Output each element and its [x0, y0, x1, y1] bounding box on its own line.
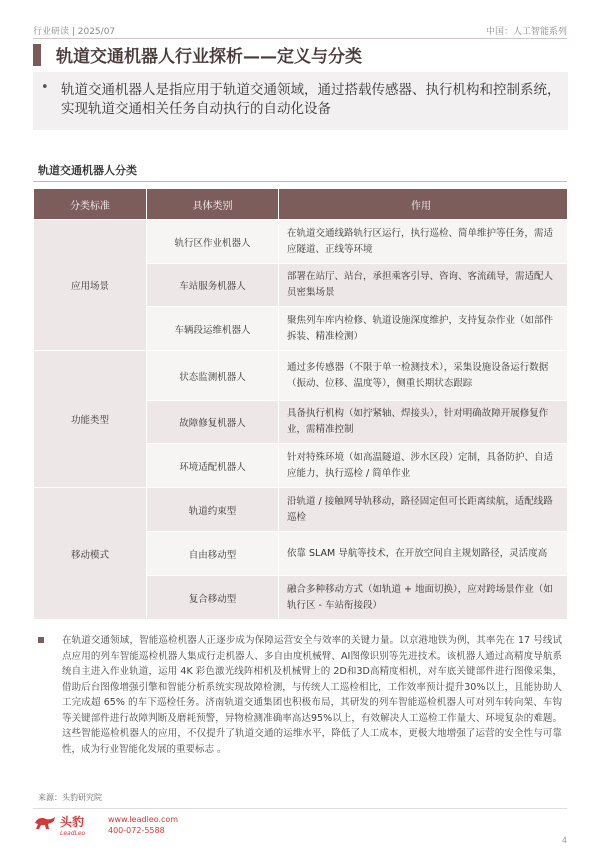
summary-text: 轨道交通机器人是指应用于轨道交通领域，通过搭载传感器、执行机构和控制系统，实现轨道交通相关任务自动执行的自动化设备: [61, 82, 561, 117]
type-cell: 车辆段运维机器人: [147, 307, 279, 351]
desc-cell: 具备执行机构（如拧紧轴、焊接头），针对明确故障开展修复作业，需精准控制: [279, 401, 568, 444]
desc-cell: 部署在站厅、站台，承担乘客引导、咨询、客流疏导，需适配人员密集场景: [279, 264, 568, 307]
type-cell: 复合移动型: [147, 576, 279, 620]
table-header-row: [34, 189, 568, 220]
table-row: [34, 488, 568, 532]
summary-box: [33, 72, 568, 130]
desc-cell: 在轨道交通线路轨行区运行，执行巡检、简单维护等任务，需适应隧道、正线等环境: [279, 220, 568, 264]
desc-cell: 融合多种移动方式（如轨道 + 地面切换），应对跨场景作业（如轨行区 - 车站衔接段）: [279, 576, 568, 620]
group-cell: 应用场景: [34, 220, 147, 351]
phone-number: 400-072-5588: [108, 826, 165, 835]
type-cell: 轨道约束型: [147, 488, 279, 532]
table-title: 轨道交通机器人分类: [38, 164, 137, 177]
square-bullet-icon: [38, 637, 44, 643]
bullet-icon: •: [41, 80, 49, 95]
type-cell: 状态监测机器人: [147, 351, 279, 401]
group-cell: 功能类型: [34, 351, 147, 488]
type-cell: 故障修复机器人: [147, 401, 279, 444]
report-type-date: 行业研读 | 2025/07: [33, 27, 116, 37]
desc-cell: 聚焦列车库内检修、轨道设施深度维护，支持复杂作业（如部件拆装、精准检测）: [279, 307, 568, 351]
website-link[interactable]: www.leadleo.com: [108, 815, 179, 824]
table-title-divider: [33, 181, 567, 182]
type-cell: 轨行区作业机器人: [147, 220, 279, 264]
brand-name-en: LeadLeo: [60, 830, 86, 837]
header-category: 具体类别: [147, 189, 279, 220]
leopard-logo-icon: [34, 814, 56, 830]
table-row: [34, 351, 568, 401]
type-cell: 自由移动型: [147, 532, 279, 576]
case-study-paragraph: 在轨道交通领域，智能巡检机器人正逐步成为保障运营安全与效率的关键力量。以京港地铁为例，其率先在 17 号线试点应用的列车智能巡检机器人集成行走机器人、多自由度机械臂、AI图像识别等先进技术。该机器人通过高精度导航系统自主进入作业轨道，运用 4K 彩色激光线阵相机及机械臂上的 2D和3D高精度相机，对车底关键部件进行图像采集，借助后台图像增强引擎和智能分析系统实现故障检测，与传统人工巡检相比，工作效率预计提升30%以上，且能协助人工完成超 65% 的车下巡检任务。济南轨道交通集团也积极布局，其研发的列车智能巡检机器人可对列车转向架、车钩等关键部件进行故障判断及磨耗预警，异物检测准确率高达95%以上，有效解决人工巡检工作量大、环境复杂的难题。这些智能巡检机器人的应用，不仅提升了轨道交通的运维水平，降低了人工成本，更极大地增强了运营的安全性与可靠性，成为行业智能化发展的重要标志 。: [62, 635, 562, 755]
group-cell: 移动模式: [34, 488, 147, 620]
desc-cell: 针对特殊环境（如高温隧道、涉水区段）定制，具备防护、自适应能力，执行巡检 / 简单作业: [279, 444, 568, 488]
table-row: [34, 220, 568, 264]
page-title: 轨道交通机器人行业探析——定义与分类: [56, 47, 362, 67]
header-standard: 分类标准: [34, 189, 147, 220]
source-note: 来源：头豹研究院: [38, 793, 102, 802]
header-function: 作用: [279, 189, 568, 220]
title-accent-bar: [33, 44, 41, 66]
series-label: 中国：人工智能系列: [485, 27, 567, 37]
desc-cell: 依靠 SLAM 导航等技术，在开放空间自主规划路径，灵活度高: [279, 532, 568, 576]
desc-cell: 通过多传感器（不限于单一检测技术），采集设施设备运行数据（振动、位移、温度等），侧重长期状态跟踪: [279, 351, 568, 401]
brand-name: 头豹: [60, 815, 85, 829]
desc-cell: 沿轨道 / 接触网导轨移动，路径固定但可长距离续航，适配线路巡检: [279, 488, 568, 532]
type-cell: 车站服务机器人: [147, 264, 279, 307]
page-number: 4: [561, 836, 567, 845]
header-divider: [33, 38, 567, 39]
type-cell: 环境适配机器人: [147, 444, 279, 488]
classification-table: [33, 188, 568, 620]
footer-divider: [33, 808, 567, 809]
